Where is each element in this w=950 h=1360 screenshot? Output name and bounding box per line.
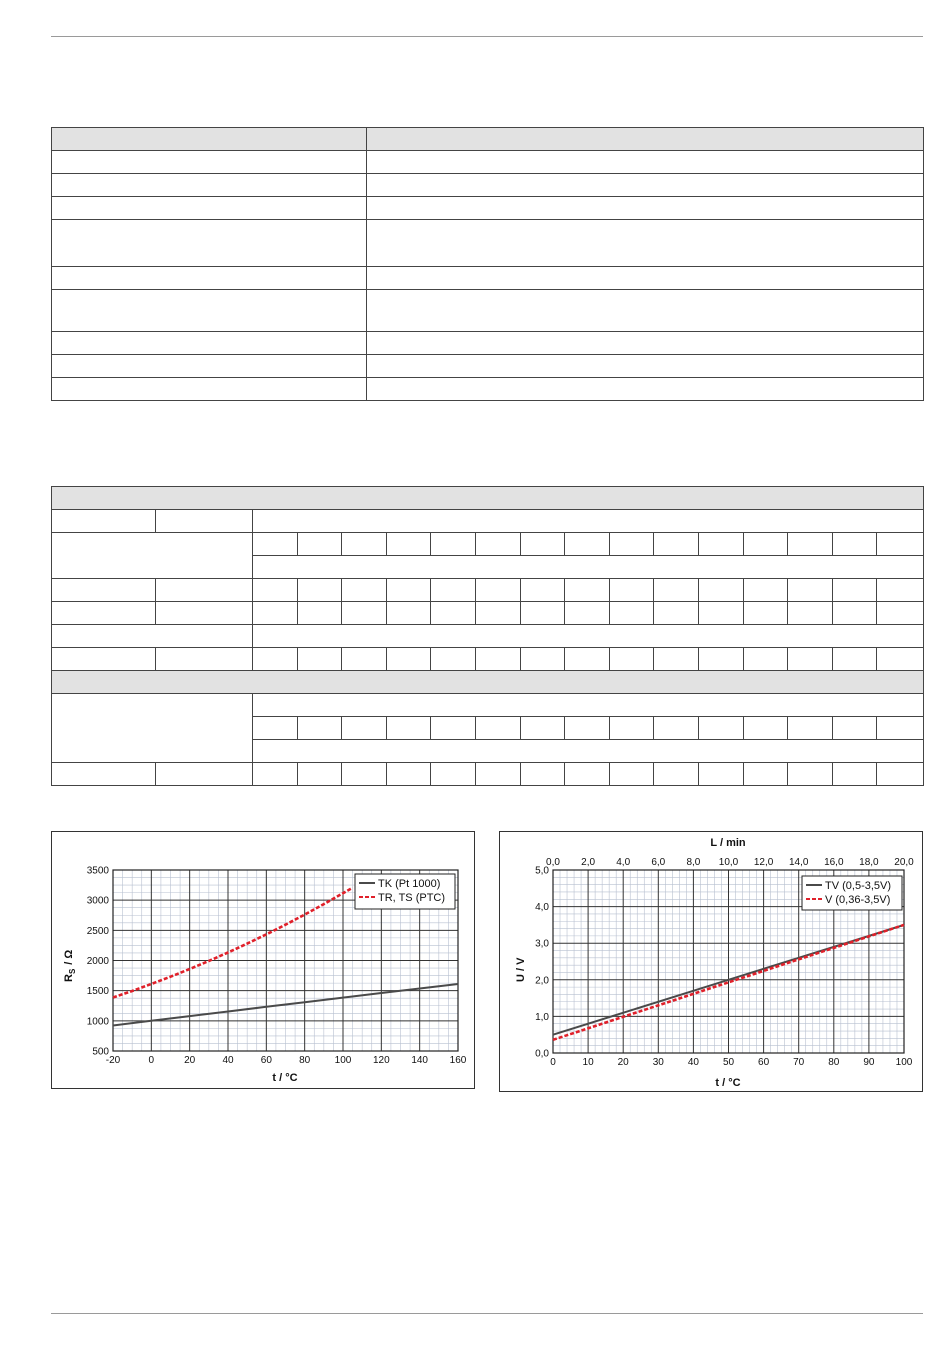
table-cell: [698, 763, 743, 786]
table-cell: [565, 602, 610, 625]
table-row: [52, 332, 924, 355]
table-row: [52, 197, 924, 220]
table-cell: [386, 602, 431, 625]
table-cell: [386, 763, 431, 786]
table-row: [52, 487, 924, 510]
table-cell: [698, 579, 743, 602]
table-cell: [788, 579, 833, 602]
table-cell: [520, 602, 565, 625]
x2-tick-label: 4,0: [616, 857, 631, 868]
table-cell: [386, 717, 431, 740]
x2-tick-label: 0,0: [546, 857, 560, 868]
table-cell: [367, 174, 924, 197]
table-row: [52, 290, 924, 332]
table-row: [52, 579, 924, 602]
legend-label: TR, TS (PTC): [378, 892, 446, 904]
table-cell: [698, 648, 743, 671]
x-tick-label: 160: [449, 1055, 467, 1066]
table-cell: [367, 220, 924, 267]
y-tick-label: 1500: [86, 986, 109, 998]
table-cell: [698, 602, 743, 625]
x-tick-label: 40: [687, 1057, 699, 1068]
x-tick-label: 50: [722, 1057, 735, 1068]
y-tick-label: 4,0: [535, 902, 549, 914]
x2-tick-label: 20,0: [894, 857, 914, 868]
table-cell: [788, 717, 833, 740]
table-cell: [654, 648, 699, 671]
table-cell: [253, 717, 298, 740]
table-cell: [431, 763, 476, 786]
x-tick-label: 70: [793, 1057, 805, 1068]
table-row: [52, 378, 924, 401]
table-cell: [832, 648, 877, 671]
table-row: [52, 128, 924, 151]
table-cell: [743, 763, 788, 786]
table-cell: [698, 717, 743, 740]
table-cell: [654, 602, 699, 625]
table-cell: [253, 625, 924, 648]
y-tick-label: 500: [92, 1046, 109, 1058]
legend-label: TV (0,5-3,5V): [825, 880, 892, 892]
table-cell: [788, 763, 833, 786]
x-tick-label: 80: [299, 1055, 311, 1066]
table-cell: [431, 648, 476, 671]
x-tick-label: 90: [863, 1057, 875, 1068]
table-row: [52, 220, 924, 267]
table-cell: [342, 717, 387, 740]
table-cell: [609, 602, 654, 625]
table-cell: [877, 533, 924, 556]
sensor-value-table: [51, 486, 924, 786]
table-cell: [386, 579, 431, 602]
x2-tick-label: 12,0: [753, 857, 774, 868]
table-row: [52, 648, 924, 671]
table-cell: [609, 717, 654, 740]
x2-tick-label: 2,0: [581, 857, 596, 868]
table-cell: [52, 763, 156, 786]
table-cell: [565, 579, 610, 602]
x2-tick-label: 18,0: [859, 857, 879, 868]
x2-tick-label: 6,0: [651, 857, 666, 868]
x-tick-label: 60: [758, 1057, 770, 1068]
table-cell: [877, 579, 924, 602]
table-cell: [253, 648, 298, 671]
table-cell: [475, 648, 520, 671]
table-cell: [654, 763, 699, 786]
table-cell: [877, 602, 924, 625]
x2-tick-label: 10,0: [718, 857, 739, 868]
table-cell: [342, 579, 387, 602]
x2-tick-label: 14,0: [788, 857, 809, 868]
table-cell: [743, 717, 788, 740]
table-cell: [520, 533, 565, 556]
table-cell: [52, 487, 924, 510]
y-axis-label: U / V: [515, 957, 527, 982]
y-tick-label: 5,0: [535, 865, 549, 877]
table-cell: [520, 763, 565, 786]
x-tick-label: -20: [105, 1055, 121, 1066]
voltage-chart: [499, 831, 923, 1092]
table-cell: [743, 579, 788, 602]
table-cell: [52, 128, 367, 151]
table-cell: [342, 648, 387, 671]
table-row: [52, 671, 924, 694]
spec-table: [51, 127, 924, 401]
table-cell: [386, 533, 431, 556]
y-tick-label: 2000: [86, 956, 109, 967]
table-cell: [297, 763, 342, 786]
table-cell: [520, 579, 565, 602]
table-cell: [52, 533, 253, 579]
table-cell: [743, 533, 788, 556]
table-cell: [52, 332, 367, 355]
x-axis-label: t / °C: [715, 1077, 741, 1089]
table-cell: [253, 510, 924, 533]
table-row: [52, 267, 924, 290]
x-tick-label: 140: [411, 1055, 429, 1066]
y-tick-label: 1000: [86, 1016, 109, 1028]
table-cell: [565, 533, 610, 556]
table-cell: [743, 648, 788, 671]
x2-axis-label: L / min: [710, 837, 746, 849]
table-cell: [367, 151, 924, 174]
table-cell: [832, 533, 877, 556]
table-cell: [367, 128, 924, 151]
table-cell: [367, 267, 924, 290]
table-cell: [431, 717, 476, 740]
table-cell: [609, 763, 654, 786]
legend-label: TK (Pt 1000): [378, 878, 441, 890]
table-row: [52, 625, 924, 648]
table-cell: [52, 648, 156, 671]
table-cell: [609, 648, 654, 671]
table-cell: [386, 648, 431, 671]
y-tick-label: 2500: [86, 925, 109, 937]
table-cell: [156, 648, 253, 671]
table-cell: [253, 533, 298, 556]
table-cell: [253, 740, 924, 763]
resistance-chart: [51, 831, 475, 1089]
x-axis-label: t / °C: [272, 1072, 298, 1084]
table-cell: [654, 533, 699, 556]
x-tick-label: 20: [184, 1055, 196, 1066]
table-cell: [367, 378, 924, 401]
table-cell: [431, 533, 476, 556]
table-cell: [342, 763, 387, 786]
table-cell: [297, 533, 342, 556]
table-cell: [367, 197, 924, 220]
x-tick-label: 0: [550, 1057, 556, 1068]
table-cell: [788, 648, 833, 671]
table-cell: [52, 671, 924, 694]
table-row: [52, 355, 924, 378]
resistance-chart-svg: [52, 832, 474, 1088]
x-tick-label: 80: [828, 1057, 840, 1068]
table-cell: [297, 717, 342, 740]
y-tick-label: 3500: [86, 865, 109, 877]
y-tick-label: 3000: [86, 895, 109, 907]
legend-label: V (0,36-3,5V): [825, 894, 891, 906]
table-row: [52, 694, 924, 717]
x-tick-label: 100: [895, 1057, 913, 1068]
table-cell: [297, 648, 342, 671]
table-cell: [253, 694, 924, 717]
table-cell: [52, 625, 253, 648]
table-cell: [431, 579, 476, 602]
table-cell: [253, 579, 298, 602]
table-row: [52, 510, 924, 533]
table-cell: [877, 763, 924, 786]
x2-tick-label: 8,0: [686, 857, 701, 868]
table-cell: [475, 602, 520, 625]
table-row: [52, 174, 924, 197]
table-cell: [431, 602, 476, 625]
x-tick-label: 60: [260, 1055, 272, 1066]
table-cell: [342, 533, 387, 556]
table-row: [52, 151, 924, 174]
x-tick-label: 120: [372, 1055, 390, 1066]
y-tick-label: 3,0: [535, 938, 549, 950]
y-tick-label: 1,0: [535, 1011, 549, 1023]
table-cell: [788, 602, 833, 625]
table-cell: [565, 717, 610, 740]
table-cell: [253, 602, 298, 625]
table-cell: [832, 579, 877, 602]
table-cell: [342, 602, 387, 625]
table-cell: [52, 267, 367, 290]
table-cell: [565, 648, 610, 671]
y-tick-label: 2,0: [535, 975, 549, 987]
table-cell: [52, 694, 253, 763]
table-cell: [475, 717, 520, 740]
table-cell: [52, 602, 156, 625]
table-cell: [832, 763, 877, 786]
voltage-chart-svg: [500, 832, 922, 1091]
table-cell: [654, 717, 699, 740]
table-row: [52, 763, 924, 786]
table-cell: [297, 579, 342, 602]
table-cell: [832, 602, 877, 625]
table-cell: [698, 533, 743, 556]
table-cell: [52, 174, 367, 197]
table-cell: [52, 378, 367, 401]
x-tick-label: 20: [617, 1057, 629, 1068]
table-cell: [877, 648, 924, 671]
table-cell: [52, 151, 367, 174]
table-cell: [253, 763, 298, 786]
table-cell: [52, 355, 367, 378]
x-tick-label: 0: [148, 1055, 155, 1066]
table-row: [52, 533, 924, 556]
table-cell: [832, 717, 877, 740]
table-cell: [297, 602, 342, 625]
table-cell: [367, 355, 924, 378]
x-tick-label: 30: [652, 1057, 664, 1068]
table-cell: [367, 332, 924, 355]
table-cell: [156, 602, 253, 625]
x-tick-label: 10: [582, 1057, 594, 1068]
table-cell: [520, 648, 565, 671]
x2-tick-label: 16,0: [824, 857, 844, 868]
table-cell: [367, 290, 924, 332]
table-cell: [877, 717, 924, 740]
table-cell: [609, 579, 654, 602]
top-rule: [51, 36, 923, 37]
table-cell: [52, 579, 156, 602]
x-tick-label: 100: [334, 1055, 352, 1066]
table-cell: [52, 290, 367, 332]
table-cell: [52, 510, 156, 533]
table-cell: [156, 510, 253, 533]
table-cell: [52, 197, 367, 220]
table-cell: [52, 220, 367, 267]
table-cell: [654, 579, 699, 602]
table-cell: [565, 763, 610, 786]
series-line: [113, 888, 353, 998]
table-cell: [609, 533, 654, 556]
x-tick-label: 40: [222, 1055, 234, 1066]
table-cell: [520, 717, 565, 740]
table-cell: [475, 533, 520, 556]
table-cell: [156, 579, 253, 602]
table-row: [52, 602, 924, 625]
bottom-rule: [51, 1313, 923, 1314]
y-axis-label: $R_S/$ Ω: [63, 949, 77, 982]
table-cell: [253, 556, 924, 579]
table-cell: [475, 579, 520, 602]
table-cell: [475, 763, 520, 786]
y-tick-label: 0,0: [535, 1048, 549, 1060]
table-cell: [743, 602, 788, 625]
table-cell: [788, 533, 833, 556]
table-cell: [156, 763, 253, 786]
